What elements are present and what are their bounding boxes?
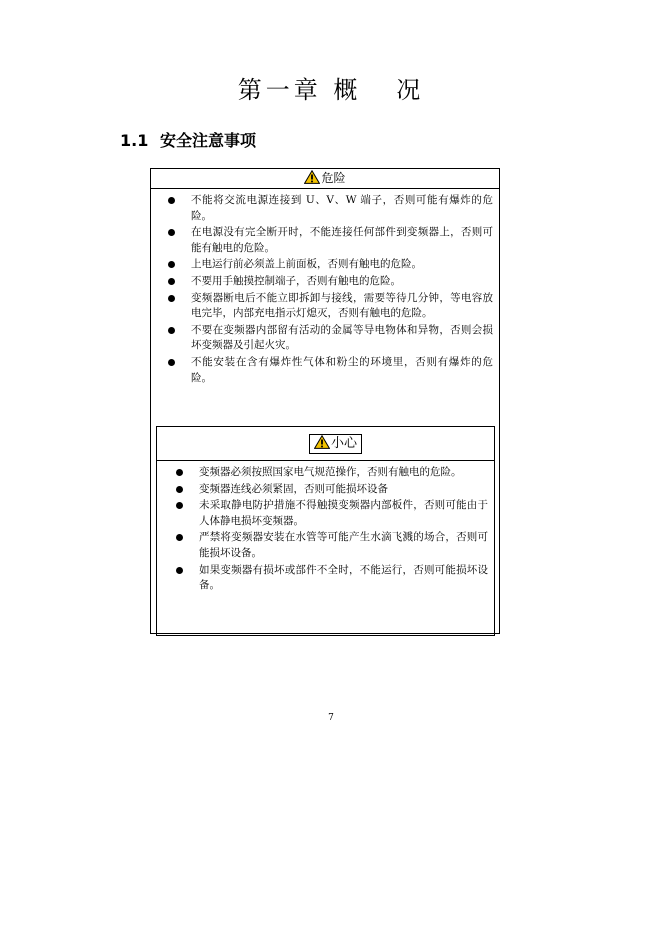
danger-item: 上电运行前必须盖上前面板，否则有触电的危险。 bbox=[165, 257, 493, 273]
bullet-icon bbox=[168, 229, 175, 236]
caution-label: 小心 bbox=[331, 436, 358, 451]
danger-item: 不能安装在含有爆炸性气体和粉尘的环境里，否则有爆炸的危险。 bbox=[165, 355, 493, 386]
caution-item: 变频器必须按照国家电气规范操作，否则有触电的危险。 bbox=[173, 465, 488, 481]
caution-box bbox=[156, 426, 495, 636]
bullet-icon bbox=[168, 261, 175, 268]
caution-item: 变频器连线必须紧固，否则可能损坏设备 bbox=[173, 482, 488, 498]
danger-label: 危险 bbox=[321, 171, 346, 185]
bullet-icon bbox=[168, 197, 175, 204]
bullet-icon bbox=[168, 278, 175, 285]
chapter-title: 第一章 概 况 bbox=[237, 76, 425, 104]
section-number: 1.1 bbox=[120, 131, 149, 150]
bullet-icon bbox=[168, 359, 175, 366]
bullet-icon bbox=[176, 486, 183, 493]
caution-label-frame bbox=[309, 434, 362, 454]
bullet-icon bbox=[176, 567, 183, 574]
caution-list bbox=[157, 461, 494, 594]
danger-item: 在电源没有完全断开时，不能连接任何部件到变频器上，否则可能有触电的危险。 bbox=[165, 225, 493, 256]
danger-item: 不要在变频器内部留有活动的金属等导电物体和异物，否则会损坏变频器及引起火灾。 bbox=[165, 323, 493, 354]
caution-item: 严禁将变频器安装在水管等可能产生水滴飞溅的场合，否则可能损坏设备。 bbox=[173, 530, 488, 561]
caution-header bbox=[157, 427, 494, 461]
bullet-icon bbox=[168, 295, 175, 302]
bullet-icon bbox=[176, 502, 183, 509]
danger-item: 不能将交流电源连接到 U、V、W 端子，否则可能有爆炸的危险。 bbox=[165, 193, 493, 224]
page-number: 7 bbox=[328, 713, 334, 723]
caution-item: 未采取静电防护措施不得触摸变频器内部板件，否则可能由于人体静电损坏变频器。 bbox=[173, 498, 488, 529]
danger-list bbox=[151, 189, 499, 386]
danger-box bbox=[150, 168, 500, 634]
danger-item: 不要用手触摸控制端子，否则有触电的危险。 bbox=[165, 274, 493, 290]
danger-item: 变频器断电后不能立即拆卸与接线，需要等待几分钟，等电容放电完毕，内部充电指示灯熄灭，否则有触电的危险。 bbox=[165, 291, 493, 322]
bullet-icon bbox=[176, 469, 183, 476]
section-heading bbox=[120, 128, 256, 151]
caution-item: 如果变频器有损坏或部件不全时，不能运行，否则可能损坏设备。 bbox=[173, 563, 488, 594]
warning-triangle-icon bbox=[304, 170, 320, 184]
section-title: 安全注意事项 bbox=[160, 131, 257, 150]
bullet-icon bbox=[176, 534, 183, 541]
danger-header bbox=[151, 169, 499, 189]
warning-triangle-icon bbox=[314, 435, 330, 449]
bullet-icon bbox=[168, 327, 175, 334]
